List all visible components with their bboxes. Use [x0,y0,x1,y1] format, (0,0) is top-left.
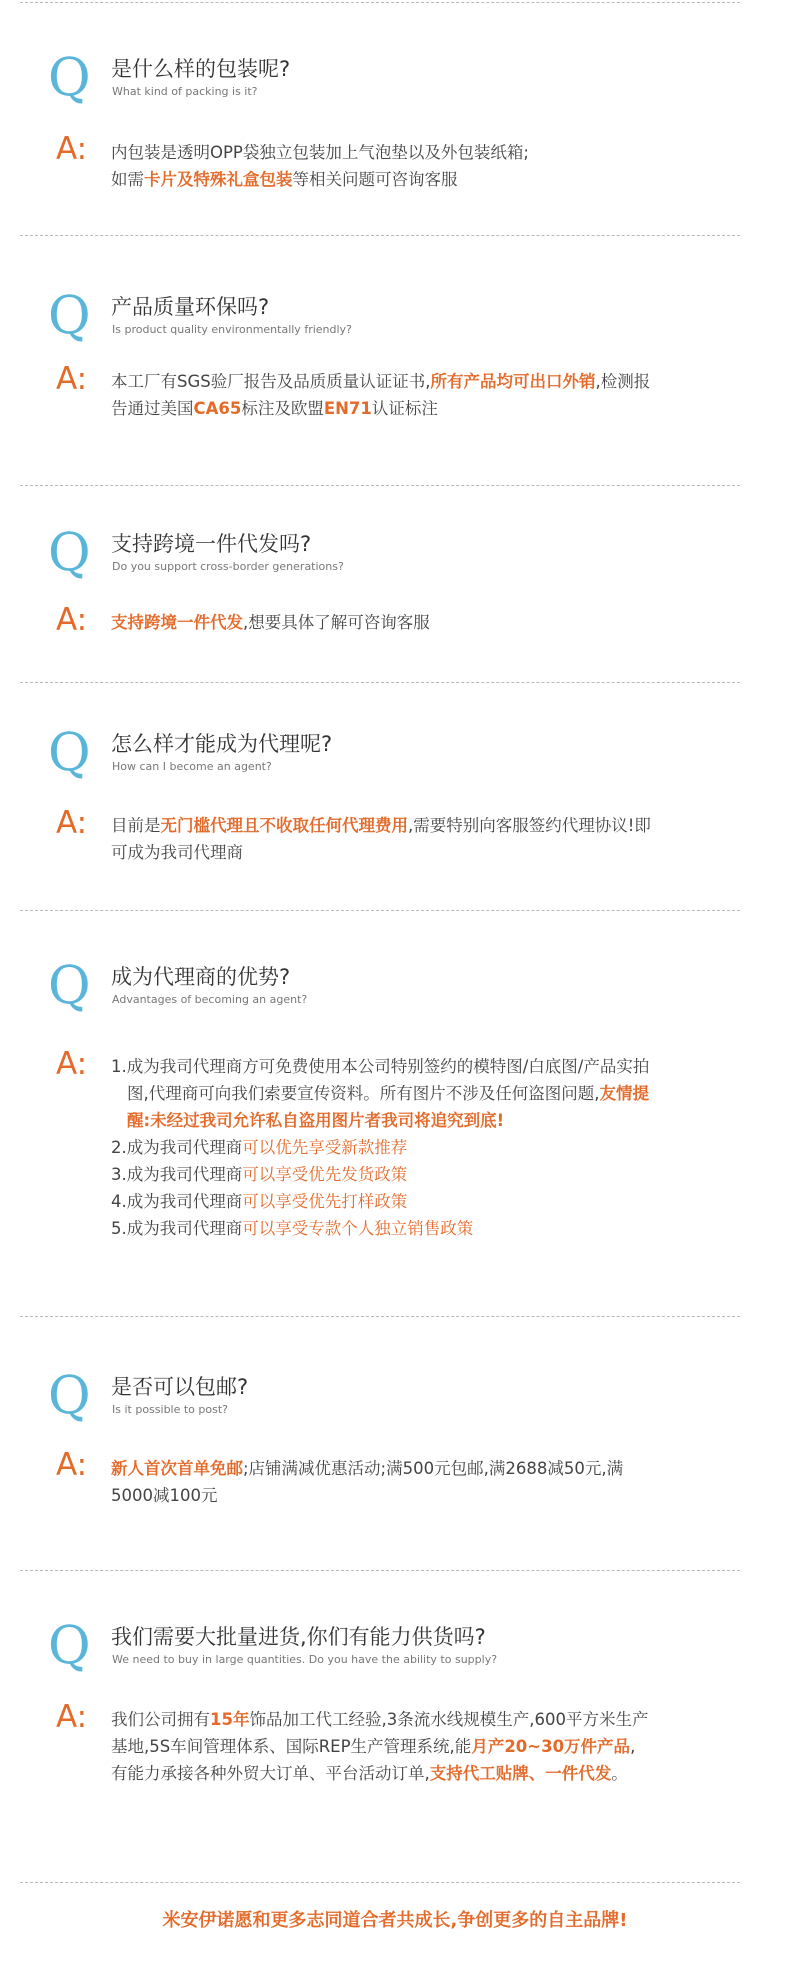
question-subtitle: Do you support cross-border generations? [112,560,344,573]
answer-highlight: 无门槛代理且不收取任何代理费用 [160,816,408,835]
answer-text [111,609,671,636]
divider [20,910,740,911]
answer-highlight: 支持跨境一件代发 [111,613,243,632]
divider [20,235,740,236]
answer-segment: 等相关问题可咨询客服 [292,170,458,189]
answer-segment: ,检测报告通过美国 [111,372,651,418]
list-item [111,1161,651,1188]
answer-segment: 3.成为我司代理商 [111,1165,243,1184]
question-title: 成为代理商的优势? [111,965,291,989]
a-icon: A: [56,131,88,167]
q-icon: Q [48,723,91,783]
answer-text [111,1455,661,1509]
answer-highlight: 新人首次首单免邮 [111,1459,243,1478]
answer-segment: 目前是 [111,816,161,835]
divider [20,1882,740,1883]
a-icon: A: [56,1699,88,1735]
answer-highlight: 月产20~30万件产品 [471,1737,631,1756]
question-subtitle: Advantages of becoming an agent? [112,993,308,1006]
answer-segment: 本工厂有SGS验厂报告及品质质量认证证书, [111,372,431,391]
a-icon: A: [56,805,88,841]
answer-segment: 5.成为我司代理商 [111,1219,243,1238]
divider [20,682,740,683]
divider [20,1570,740,1571]
answer-segment: 如需 [111,170,144,189]
answer-highlight: 友情提醒:未经过我司允许私自盗用图片者我司将追究到底! [127,1084,649,1130]
divider [20,2,740,3]
question-title: 是什么样的包装呢? [111,57,291,81]
answer-segment: 饰品加工代工经验,3条流水线规模生产,600平方米生产基地,5S车间管理体系、国际REP生产管理系统,能 [111,1710,649,1756]
q-icon: Q [48,286,91,346]
answer-highlight: CA65 [193,399,242,418]
q-icon: Q [48,1366,91,1426]
question-subtitle: Is product quality environmentally friendly? [112,323,352,336]
question-subtitle: Is it possible to post? [112,1403,229,1416]
answer-text [111,812,651,866]
q-icon: Q [48,956,91,1016]
answer-highlight: 卡片及特殊礼盒包装 [144,170,293,189]
answer-segment: ,需要特别向客服签约代理协议!即可成为我司代理商 [111,816,651,862]
question-subtitle: What kind of packing is it? [112,85,258,98]
a-icon: A: [56,1447,88,1483]
answer-highlight: EN71 [323,399,372,418]
answer-text [111,139,671,193]
answer-segment: ,有能力承接各种外贸大订单、平台活动订单, [111,1737,636,1783]
answer-list [111,1053,651,1242]
answer-segment: 认证标注 [371,399,438,418]
list-item [111,1053,651,1134]
answer-highlight: 可以优先享受新款推荐 [242,1138,408,1157]
list-item [111,1134,651,1161]
question-title: 是否可以包邮? [111,1375,249,1399]
answer-segment: 。 [611,1764,628,1783]
answer-highlight: 15年 [210,1710,250,1729]
a-icon: A: [56,1046,88,1082]
divider [20,485,740,486]
answer-segment: 我们公司拥有 [111,1710,210,1729]
answer-segment: 2.成为我司代理商 [111,1138,243,1157]
answer-highlight: 所有产品均可出口外销 [430,372,596,391]
list-item [111,1215,651,1242]
answer-highlight: 可以享受专款个人独立销售政策 [242,1219,474,1238]
q-icon: Q [48,1616,91,1676]
answer-highlight: 支持代工贴牌、一件代发 [429,1764,612,1783]
footer-slogan: 米安伊诺愿和更多志同道合者共成长,争创更多的自主品牌! [162,1910,628,1931]
answer-segment: ,想要具体了解可咨询客服 [243,613,430,632]
question-subtitle: We need to buy in large quantities. Do you have the ability to supply? [112,1653,498,1666]
q-icon: Q [48,48,91,108]
answer-text [111,368,651,422]
answer-segment: 4.成为我司代理商 [111,1192,243,1211]
a-icon: A: [56,602,88,638]
answer-segment: ;店铺满减优惠活动;满500元包邮,满2688减50元,满5000减100元 [111,1459,624,1505]
question-subtitle: How can I become an agent? [112,760,272,773]
question-title: 支持跨境一件代发吗? [111,532,312,556]
q-icon: Q [48,523,91,583]
answer-highlight: 可以享受优先发货政策 [242,1165,408,1184]
answer-segment: 1.成为我司代理商方可免费使用本公司特别签约的模特图/白底图/产品实拍图,代理商可向我们索要宣传资料。所有图片不涉及任何盗图问题, [111,1057,650,1103]
divider [20,1316,740,1317]
answer-segment: 内包装是透明OPP袋独立包装加上气泡垫以及外包装纸箱; [111,143,529,162]
question-title: 产品质量环保吗? [111,295,270,319]
a-icon: A: [56,361,88,397]
answer-segment: 标注及欧盟 [241,399,324,418]
answer-highlight: 可以享受优先打样政策 [242,1192,408,1211]
list-item [111,1188,651,1215]
question-title: 怎么样才能成为代理呢? [111,732,333,756]
answer-text [111,1706,651,1787]
question-title: 我们需要大批量进货,你们有能力供货吗? [111,1625,486,1649]
